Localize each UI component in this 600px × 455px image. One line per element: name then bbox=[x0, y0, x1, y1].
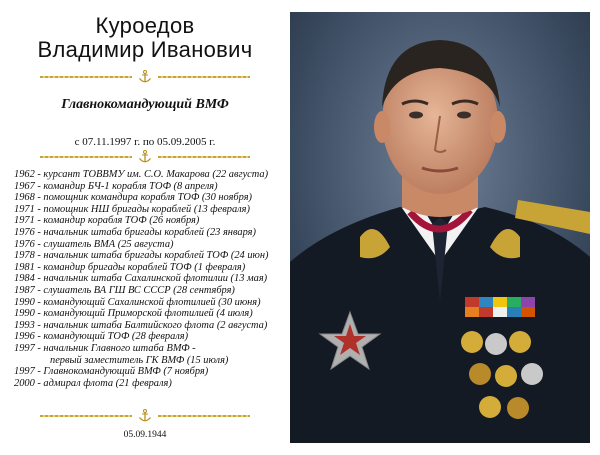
timeline-item: 1993 - начальник штаба Балтийского флота (2 августа) bbox=[14, 319, 268, 331]
tenure-dates: с 07.11.1997 г. по 05.09.2005 г. bbox=[74, 136, 216, 148]
anchor-icon bbox=[137, 150, 153, 164]
timeline-item: 1996 - командующий ТОФ (28 февраля) bbox=[14, 331, 189, 343]
position-title: Главнокомандующий ВМФ bbox=[61, 97, 229, 112]
timeline-item: 1971 - помощник НШ бригады кораблей (13 февраля) bbox=[14, 203, 250, 215]
timeline-item: 1990 - командующий Сахалинской флотилией (30 июня) bbox=[14, 296, 261, 308]
timeline-item: 1976 - слушатель ВМА (25 августа) bbox=[14, 238, 174, 250]
timeline-item: 1981 - командир бригады кораблей ТОФ (1 февраля) bbox=[14, 261, 246, 273]
bottom-date: 05.09.1944 bbox=[123, 430, 167, 440]
timeline-item: 1984 - начальник штаба Сахалинской флотилии (13 мая) bbox=[14, 273, 268, 285]
timeline-item: 1990 - командующий Приморской флотилией (4 июля) bbox=[14, 308, 253, 320]
portrait-illustration bbox=[290, 12, 590, 443]
timeline-item: 1978 - начальник штаба бригады кораблей ТОФ (24 июн) bbox=[14, 250, 269, 262]
timeline-item: 1997 - начальник Главного штаба ВМФ - bbox=[14, 342, 196, 354]
anchor-icon bbox=[137, 409, 153, 423]
timeline-item: 1971 - командир корабля ТОФ (26 ноября) bbox=[14, 215, 200, 227]
divider-top bbox=[40, 70, 250, 84]
career-timeline bbox=[14, 169, 290, 389]
timeline-item: 1997 - Главнокомандующий ВМФ (7 ноября) bbox=[14, 366, 209, 378]
timeline-item: 1962 - курсант ТОВВМУ им. С.О. Макарова (22 августа) bbox=[14, 169, 269, 180]
timeline-item: 1987 - слушатель ВА ГШ ВС СССР (28 сентября) bbox=[14, 284, 235, 296]
timeline-item: 1968 - помощник командира корабля ТОФ (30 ноября) bbox=[14, 192, 252, 204]
divider-bottom bbox=[40, 409, 250, 423]
timeline-item: 2000 - адмирал флота (21 февраля) bbox=[14, 377, 172, 389]
timeline-item: 1967 - командир БЧ-1 корабля ТОФ (8 апреля) bbox=[14, 180, 218, 192]
biography-panel bbox=[0, 0, 290, 455]
portrait-photo bbox=[290, 12, 590, 443]
divider-middle bbox=[40, 150, 250, 164]
anchor-icon bbox=[137, 70, 153, 84]
surname: Куроедов bbox=[95, 13, 195, 38]
timeline-item-continuation: первый заместитель ГК ВМФ (15 июля) bbox=[50, 354, 229, 366]
given-names: Владимир Иванович bbox=[37, 37, 253, 62]
timeline-item: 1976 - начальник штаба бригады кораблей (23 января) bbox=[14, 226, 256, 238]
